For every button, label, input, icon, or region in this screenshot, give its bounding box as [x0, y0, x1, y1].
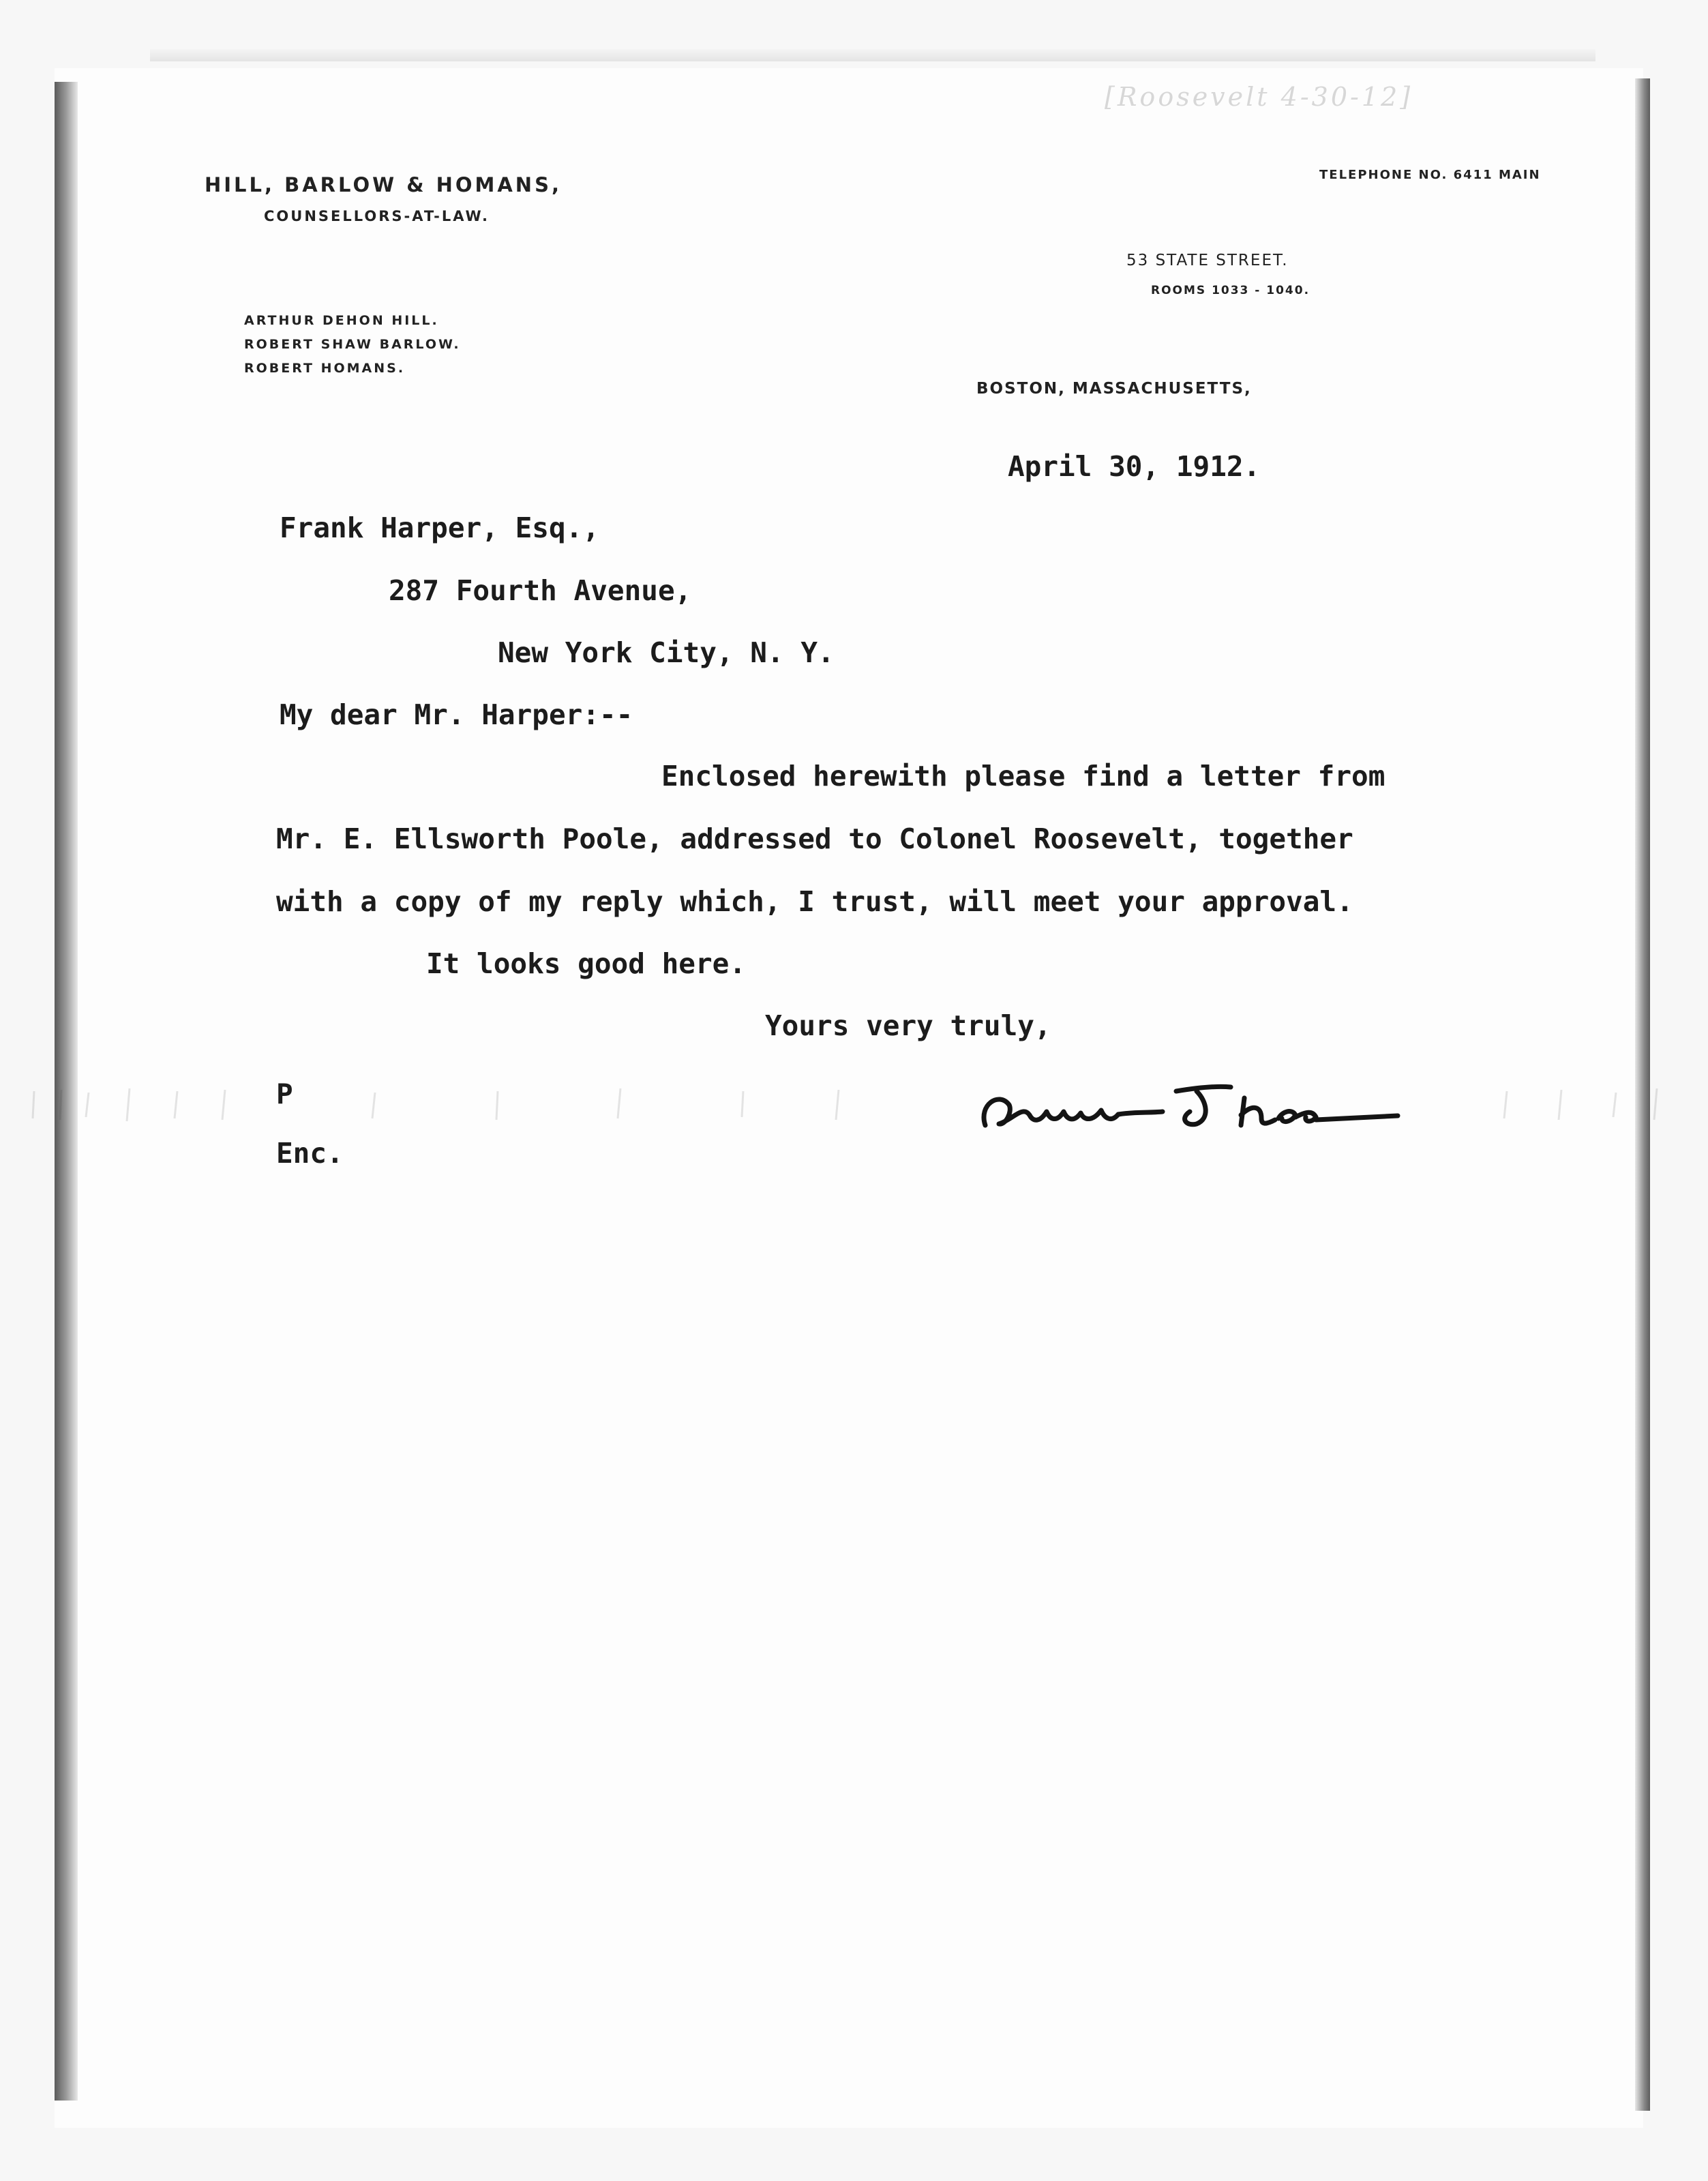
letter-date: April 30, 1912. — [1008, 450, 1261, 483]
firm-subtitle: COUNSELLORS-AT-LAW. — [264, 208, 490, 224]
recipient-street: 287 Fourth Avenue, — [389, 574, 692, 607]
bleed-through-marks — [20, 1084, 1684, 1125]
partner-name: ROBERT SHAW BARLOW. — [244, 337, 461, 352]
telephone-number: TELEPHONE NO. 6411 MAIN — [1319, 168, 1541, 182]
firm-name: HILL, BARLOW & HOMANS, — [205, 173, 562, 196]
city-address: BOSTON, MASSACHUSETTS, — [976, 380, 1252, 398]
rooms-number: ROOMS 1033 - 1040. — [1151, 284, 1310, 297]
closing: Yours very truly, — [765, 1009, 1051, 1042]
partner-name: ARTHUR DEHON HILL. — [244, 313, 439, 328]
photo-edge-top — [150, 49, 1595, 61]
signature — [972, 1078, 1408, 1139]
body-line: It looks good here. — [426, 947, 746, 980]
partner-name: ROBERT HOMANS. — [244, 361, 406, 376]
body-line: Mr. E. Ellsworth Poole, addressed to Colonel Roosevelt, together — [276, 822, 1353, 855]
body-line: with a copy of my reply which, I trust, will meet your approval. — [276, 885, 1353, 918]
enclosure-note: Enc. — [276, 1137, 344, 1170]
recipient-city: New York City, N. Y. — [498, 636, 835, 669]
body-line: Enclosed herewith please find a letter from — [661, 760, 1385, 792]
archive-mark: [Roosevelt 4-30-12] — [1105, 82, 1413, 112]
typist-initial: P — [276, 1078, 293, 1110]
recipient-name: Frank Harper, Esq., — [280, 511, 599, 544]
salutation: My dear Mr. Harper:-- — [280, 698, 633, 731]
street-address: 53 STATE STREET. — [1126, 252, 1289, 269]
